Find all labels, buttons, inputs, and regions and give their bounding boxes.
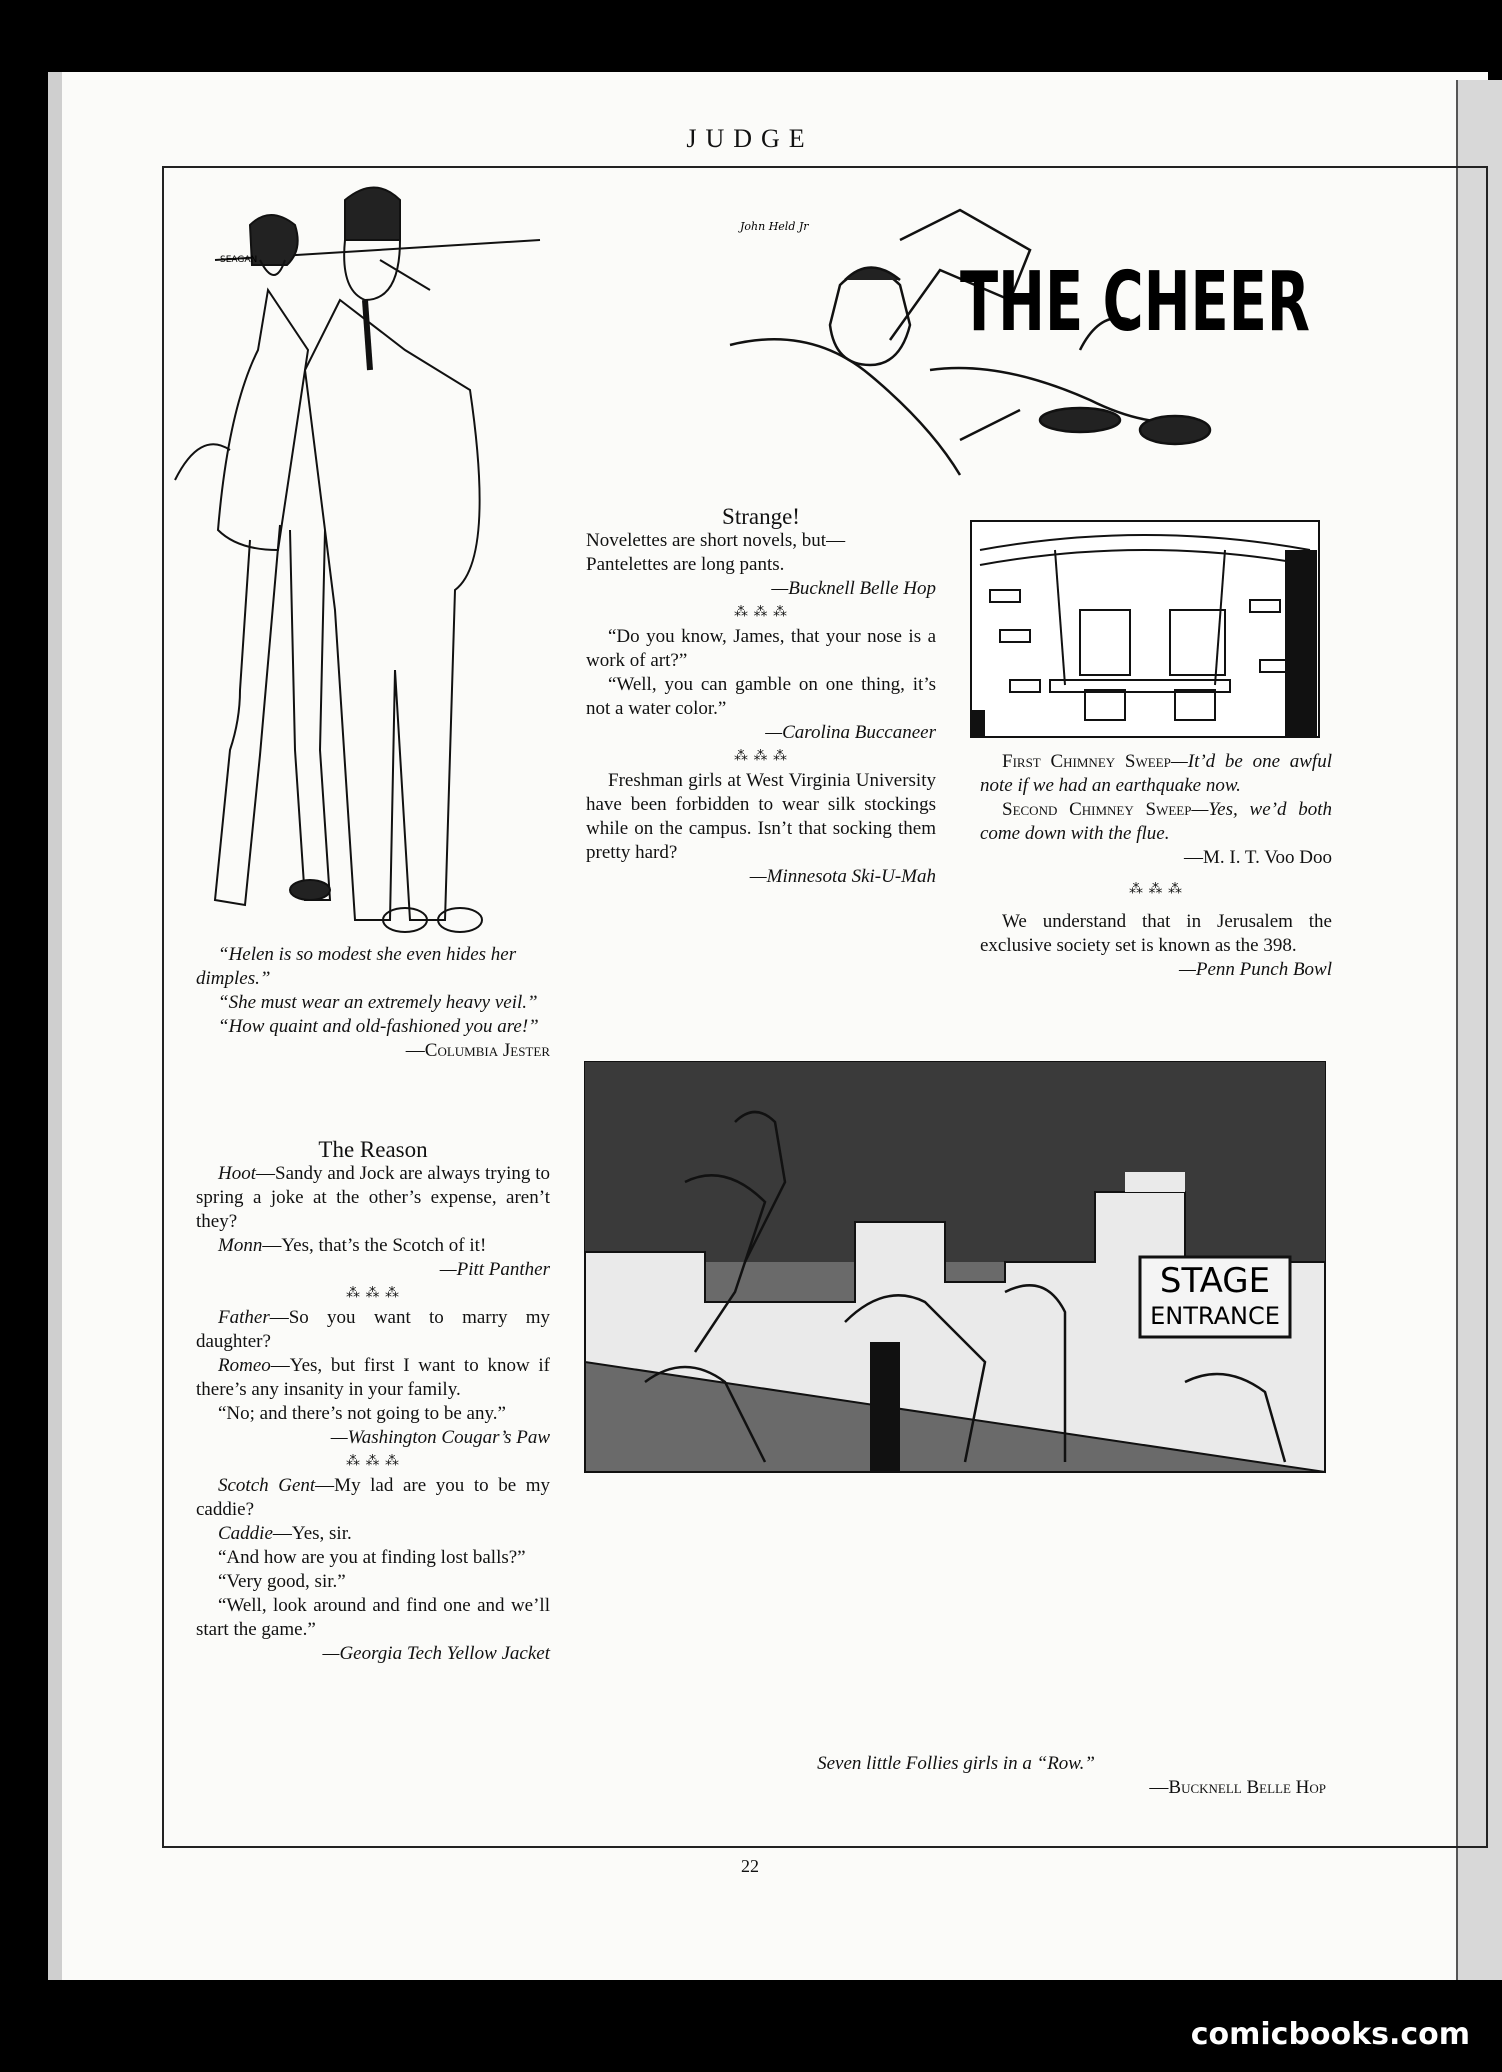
follies-caption-block xyxy=(586,1752,1326,1800)
follies-illustration xyxy=(585,1062,1325,1472)
separator: ⁂ ⁂ ⁂ xyxy=(1129,882,1183,897)
first-sweep-line: —It’d be one awful note if we had an earthquake now. xyxy=(980,751,1332,796)
strange-line-1: Novelettes are short novels, but— xyxy=(586,530,846,551)
the-reason-title: The Reason xyxy=(318,1137,428,1162)
scotch-gent-line: —My lad are you to be my caddie? xyxy=(196,1475,550,1520)
monn-line: —Yes, that’s the Scotch of it! xyxy=(262,1235,487,1256)
the-reason-column xyxy=(196,1138,550,1666)
cheer-title: THE CHEER xyxy=(960,255,1310,350)
first-sweep-speaker: First Chimney Sweep xyxy=(1002,751,1171,772)
right-column xyxy=(980,750,1332,982)
helen-line-2: “She must wear an extremely heavy veil.” xyxy=(218,992,538,1013)
separator: ⁂ ⁂ ⁂ xyxy=(346,1454,400,1469)
father-reply: “No; and there’s not going to be any.” xyxy=(218,1403,506,1424)
helen-line-3: “How quaint and old-fashioned you are!” xyxy=(218,1016,539,1037)
middle-column xyxy=(586,505,936,889)
romeo-speaker: Romeo xyxy=(218,1355,271,1376)
cougars-paw-credit: —Washington Cougar’s Paw xyxy=(330,1427,550,1448)
james-credit: —Carolina Buccaneer xyxy=(765,722,936,743)
separator: ⁂ ⁂ ⁂ xyxy=(734,605,788,620)
father-speaker: Father xyxy=(218,1307,270,1328)
separator: ⁂ ⁂ ⁂ xyxy=(346,1286,400,1301)
stage-sign-line1: STAGE xyxy=(1159,1261,1271,1301)
caddie-speaker: Caddie xyxy=(218,1523,273,1544)
follies-caption: Seven little Follies girls in a “Row.” xyxy=(817,1753,1095,1774)
strange-credit: —Bucknell Belle Hop xyxy=(771,578,936,599)
helen-joke xyxy=(196,943,550,1063)
page-left-edge xyxy=(48,72,62,1980)
cheer-cartoon xyxy=(700,200,1340,470)
freshman-credit: —Minnesota Ski-U-Mah xyxy=(749,866,936,887)
monn-speaker: Monn xyxy=(218,1235,263,1256)
separator: ⁂ ⁂ ⁂ xyxy=(734,749,788,764)
artist-signature: John Held Jr xyxy=(740,220,809,233)
follies-credit: —Bucknell Belle Hop xyxy=(1149,1777,1326,1798)
caddie-dialogue-2: “Very good, sir.” xyxy=(218,1571,346,1592)
page-number: 22 xyxy=(741,1856,759,1876)
strange-title: Strange! xyxy=(722,504,800,529)
chimney-sweep-illustration xyxy=(970,520,1320,738)
stage-sign-line2: ENTRANCE xyxy=(1150,1302,1280,1330)
magazine-header: JUDGE xyxy=(686,124,814,153)
caddie-dialogue-3: “Well, look around and find one and we’ll start the game.” xyxy=(196,1595,550,1640)
jerusalem-credit: —Penn Punch Bowl xyxy=(1178,959,1332,980)
strange-line-2: Pantelettes are long pants. xyxy=(586,554,785,575)
hoot-line: —Sandy and Jock are always trying to spring a joke at the other’s expense, aren’t they? xyxy=(196,1163,550,1232)
couple-signature: SEAGAN xyxy=(220,255,258,265)
james-line-1: “Do you know, James, that your nose is a work of art?” xyxy=(586,626,936,671)
helen-credit: —Columbia Jester xyxy=(405,1040,550,1061)
hoot-speaker: Hoot xyxy=(218,1163,256,1184)
caddie-dialogue-1: “And how are you at finding lost balls?” xyxy=(218,1547,526,1568)
scotch-gent-speaker: Scotch Gent xyxy=(218,1475,316,1496)
yellow-jacket-credit: —Georgia Tech Yellow Jacket xyxy=(322,1643,550,1664)
jerusalem-text: We understand that in Jerusalem the exclusive society set is known as the 398. xyxy=(980,911,1332,956)
pitt-panther-credit: —Pitt Panther xyxy=(439,1259,550,1280)
father-line: —So you want to marry my daughter? xyxy=(196,1307,550,1352)
site-watermark: comicbooks.com xyxy=(1190,2017,1470,2052)
james-line-2: “Well, you can gamble on one thing, it’s not a water color.” xyxy=(586,674,936,719)
freshman-text: Freshman girls at West Virginia University have been forbidden to wear silk stockings while on the campus. Isn’t that socking them pretty hard? xyxy=(586,770,936,863)
voo-doo-credit: —M. I. T. Voo Doo xyxy=(1184,847,1332,868)
helen-line-1: “Helen is so modest she even hides her dimples.” xyxy=(196,944,517,989)
second-sweep-line: —Yes, we’d both come down with the flue. xyxy=(980,799,1332,844)
second-sweep-speaker: Second Chimney Sweep xyxy=(1002,799,1192,820)
couple-illustration xyxy=(190,200,560,940)
caddie-line: —Yes, sir. xyxy=(272,1523,352,1544)
romeo-line: —Yes, but first I want to know if there’s any insanity in your family. xyxy=(196,1355,550,1400)
